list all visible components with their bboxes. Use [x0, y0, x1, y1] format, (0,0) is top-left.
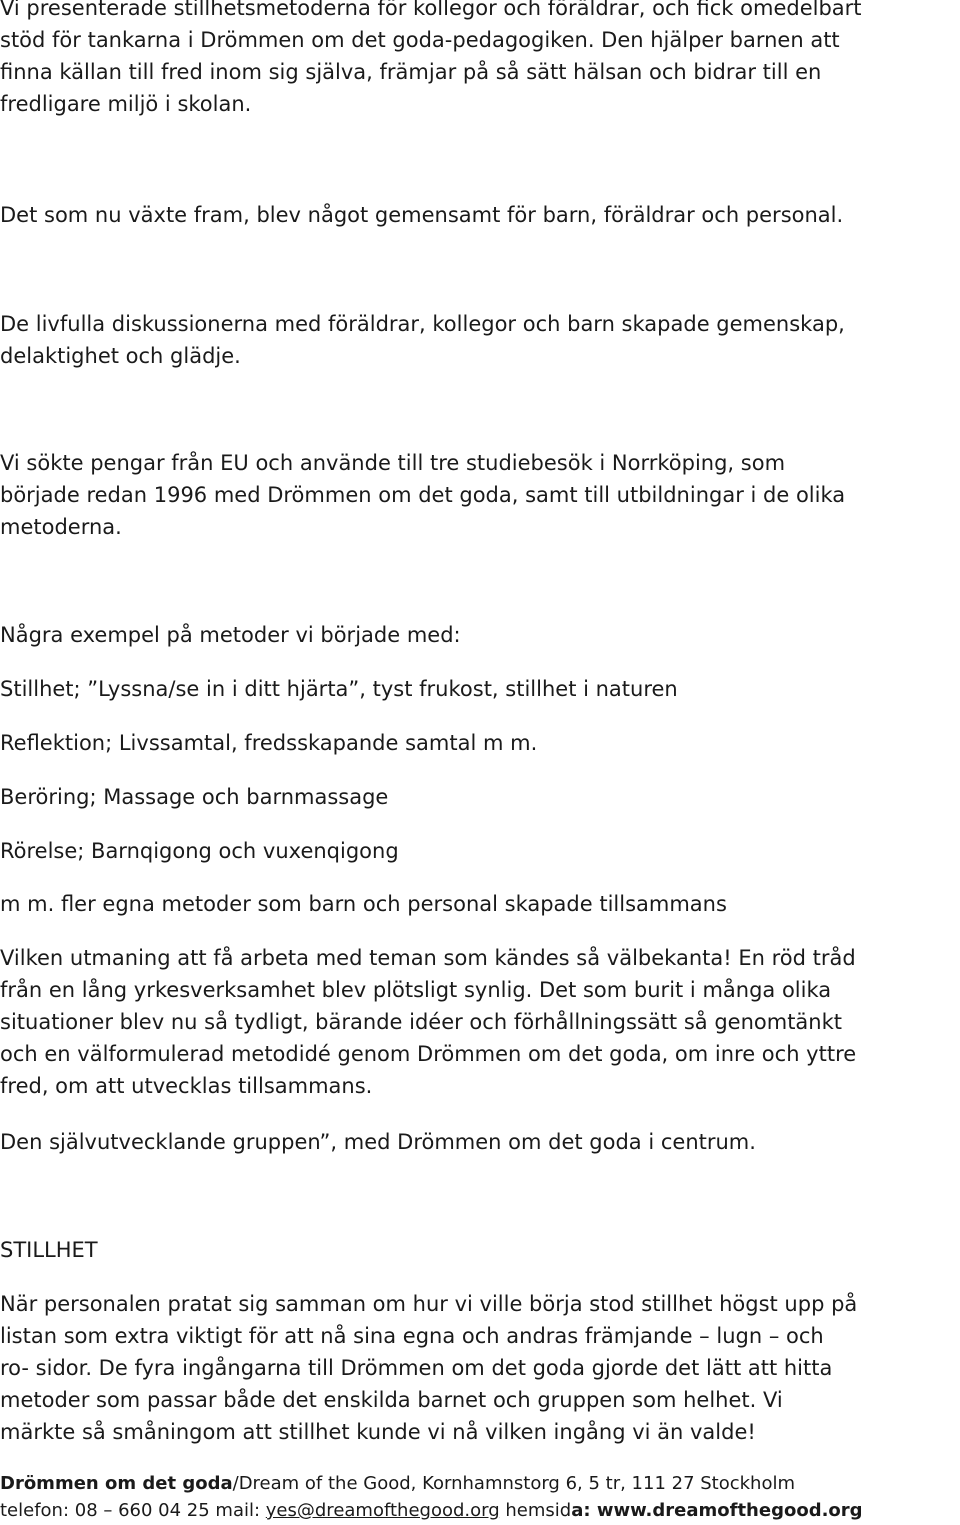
challenge-paragraph [0, 942, 960, 1102]
footer-email-link[interactable]: yes@dreamofthegood.org [265, 1500, 500, 1521]
text-line: stöd för tankarna i Drömmen om det goda-pedagogiken. Den hjälper barnen att [0, 28, 840, 52]
section-heading: STILLHET [0, 1238, 98, 1262]
example-reflektion [0, 727, 960, 759]
text-line: Vi presenterade stillhetsmetoderna för kollegor och föräldrar, och fick omedelbart [0, 0, 862, 20]
text-line: Det som nu växte fram, blev något gemensamt för barn, föräldrar och personal. [0, 203, 844, 227]
stillhet-paragraph [0, 1288, 960, 1448]
example-beroring [0, 781, 960, 813]
text-line: metoderna. [0, 515, 122, 539]
list-item: m m. fler egna metoder som barn och personal skapade tillsammans [0, 892, 727, 916]
common-paragraph [0, 199, 960, 231]
discussions-paragraph [0, 308, 960, 372]
footer-address: /Dream of the Good, Kornhamnstorg 6, 5 tr, 111 27 Stockholm [232, 1473, 796, 1494]
list-item: Stillhet; ”Lyssna/se in i ditt hjärta”, tyst frukost, stillhet i naturen [0, 677, 678, 701]
text-line: metoder som passar både det enskilda barnet och gruppen som helhet. Vi [0, 1388, 783, 1412]
intro-paragraph [0, 0, 960, 120]
text-line: delaktighet och glädje. [0, 344, 241, 368]
footer-homepage-label: hemsid [499, 1500, 572, 1521]
text-line: och en välformulerad metodidé genom Drömmen om det goda, om inre och yttre [0, 1042, 857, 1066]
text-line: Vilken utmaning att få arbeta med teman som kändes så välbekanta! En röd tråd [0, 946, 856, 970]
list-item: Rörelse; Barnqigong och vuxenqigong [0, 839, 399, 863]
example-more [0, 888, 960, 920]
text-line: situationer blev nu så tydligt, bärande idéer och förhållningssätt så genomtänkt [0, 1010, 842, 1034]
text-line: Den självutvecklande gruppen”, med Drömmen om det goda i centrum. [0, 1130, 756, 1154]
section-heading-stillhet [0, 1234, 960, 1266]
example-rorelse [0, 835, 960, 867]
text-line: fred, om att utvecklas tillsammans. [0, 1074, 373, 1098]
footer-org-name: Drömmen om det goda [0, 1473, 233, 1494]
text-line: från en lång yrkesverksamhet blev plötsligt synlig. Det som burit i många olika [0, 978, 832, 1002]
group-paragraph [0, 1126, 960, 1158]
list-item: Beröring; Massage och barnmassage [0, 785, 389, 809]
text-line: ro- sidor. De fyra ingångarna till Drömmen om det goda gjorde det lätt att hitta [0, 1356, 833, 1380]
footer-contact-line [0, 1497, 960, 1524]
footer-homepage-link[interactable]: a: www.dreamofthegood.org [571, 1500, 863, 1521]
footer-address-line [0, 1470, 960, 1497]
text-line: listan som extra viktigt för att nå sina egna och andras främjande – lugn – och [0, 1324, 824, 1348]
text-line: De livfulla diskussionerna med föräldrar, kollegor och barn skapade gemenskap, [0, 312, 845, 336]
examples-intro [0, 619, 960, 651]
example-stillhet [0, 673, 960, 705]
list-item: Reflektion; Livssamtal, fredsskapande samtal m m. [0, 731, 538, 755]
text-line: började redan 1996 med Drömmen om det goda, samt till utbildningar i de olika [0, 483, 846, 507]
text-line: Vi sökte pengar från EU och använde till tre studiebesök i Norrköping, som [0, 451, 786, 475]
text-line: märkte så småningom att stillhet kunde vi nå vilken ingång vi än valde! [0, 1420, 756, 1444]
footer-phone: telefon: 08 – 660 04 25 mail: [0, 1500, 266, 1521]
eu-funding-paragraph [0, 447, 960, 543]
page-footer [0, 1470, 960, 1524]
text-line: finna källan till fred inom sig själva, främjar på så sätt hälsan och bidrar till en [0, 60, 822, 84]
text-line: Några exempel på metoder vi började med: [0, 623, 461, 647]
text-line: fredligare miljö i skolan. [0, 92, 252, 116]
text-line: När personalen pratat sig samman om hur vi ville börja stod stillhet högst upp på [0, 1292, 858, 1316]
